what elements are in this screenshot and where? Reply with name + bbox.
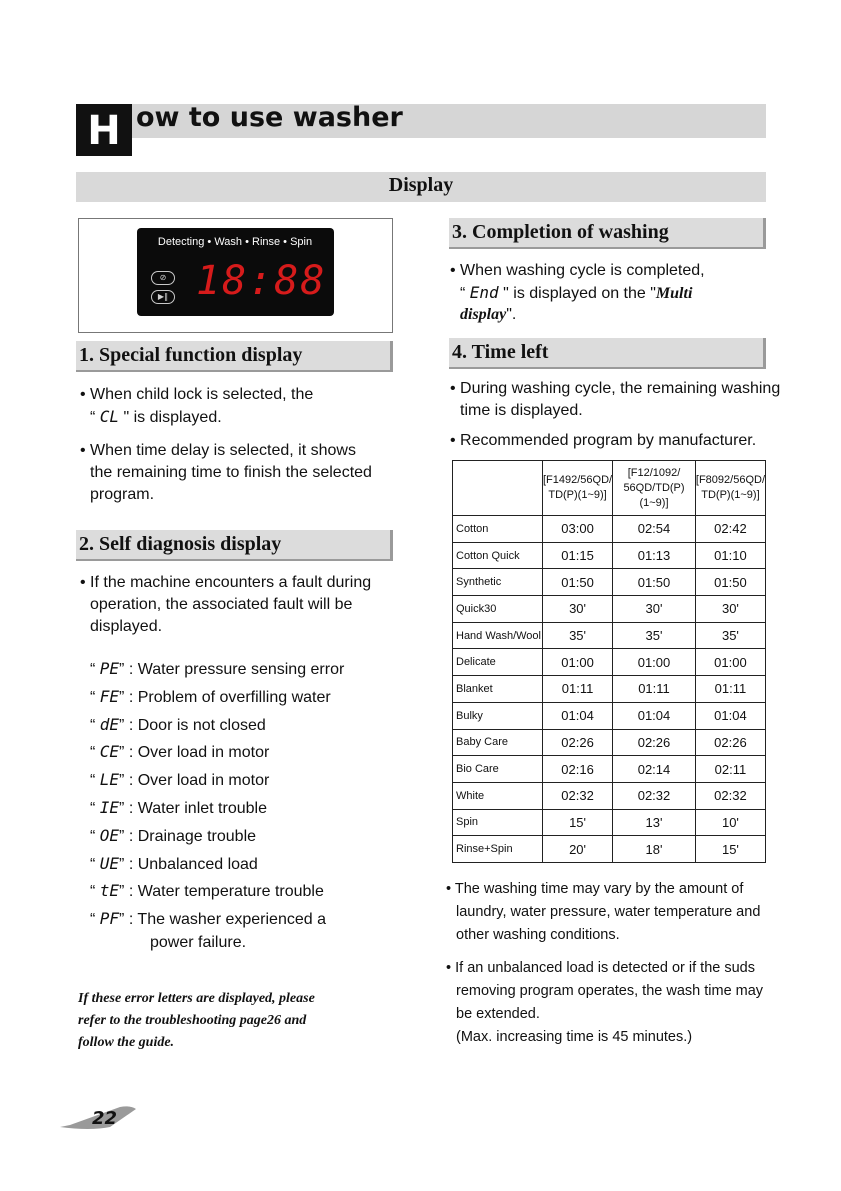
time-note-line: • If an unbalanced load is detected or if the suds [446, 960, 755, 976]
table-row [453, 702, 766, 729]
sec2-bullet-line2: operation, the associated fault will be [90, 596, 353, 613]
model-line2: TD(P)(1~9)] [548, 489, 607, 501]
program-time: 02:26 [543, 729, 613, 756]
error-description: : Drainage trouble [128, 827, 257, 845]
error-code: tE [99, 881, 120, 901]
error-description: : Over load in motor [128, 772, 270, 790]
time-note-line: (Max. increasing time is 45 minutes.) [456, 1029, 693, 1045]
section-1-title: 1. Special function display [76, 341, 393, 372]
table-row [453, 809, 766, 836]
program-time: 01:50 [695, 569, 765, 596]
program-time: 01:04 [695, 702, 765, 729]
error-row: “ PE” : Water pressure sensing error [90, 659, 345, 678]
program-time: 13' [613, 809, 696, 836]
program-time: 30' [543, 596, 613, 623]
program-time: 01:00 [695, 649, 765, 676]
sec1-bullet1-tail: " is displayed. [123, 409, 222, 426]
program-time: 01:11 [543, 676, 613, 703]
table-row [453, 782, 766, 809]
panel-stage-labels: Detecting • Wash • Rinse • Spin [157, 236, 313, 248]
program-time: 02:26 [695, 729, 765, 756]
error-description: : Unbalanced load [128, 855, 258, 873]
program-time: 15' [695, 836, 765, 863]
error-code: IE [99, 798, 120, 817]
program-time: 02:26 [613, 729, 696, 756]
header-letter: H [87, 108, 121, 154]
error-description: : Water pressure sensing error [128, 661, 345, 678]
program-time: 01:04 [613, 702, 696, 729]
display-word: display [460, 306, 507, 323]
time-note-line: be extended. [456, 1006, 540, 1022]
sec1-bullet1-line2: “ CL " is displayed. [90, 407, 222, 426]
sec1-bullet1-line1: • When child lock is selected, the [80, 386, 314, 403]
program-name: Hand Wash/Wool [453, 622, 543, 649]
pf-continuation: power failure. [150, 934, 247, 951]
program-time: 02:32 [695, 782, 765, 809]
program-name: Cotton Quick [453, 542, 543, 569]
section-3-title: 3. Completion of washing [449, 218, 766, 249]
section-title: Display [388, 174, 454, 196]
sec2-bullet-line3: displayed. [90, 618, 163, 635]
error-description: : Door is not closed [128, 716, 266, 734]
program-time: 01:04 [543, 702, 613, 729]
table-header-row [453, 461, 766, 516]
error-code: PF [99, 909, 120, 929]
program-name: Bio Care [453, 756, 543, 783]
program-time: 02:42 [695, 516, 765, 543]
program-name: Synthetic [453, 569, 543, 596]
program-name: Delicate [453, 649, 543, 676]
error-row: “ LE” : Over load in motor [90, 770, 270, 790]
program-time: 02:16 [543, 756, 613, 783]
section-4-title: 4. Time left [449, 338, 766, 369]
model-line1: [F8092/56QD/ [695, 474, 765, 486]
table-row [453, 596, 766, 623]
program-time: 02:54 [613, 516, 696, 543]
error-row: “ dE” : Door is not closed [90, 714, 266, 734]
note-line3: follow the guide. [78, 1035, 175, 1050]
error-code: FE [99, 686, 120, 706]
program-time: 35' [613, 622, 696, 649]
program-time: 02:11 [695, 756, 765, 783]
error-description: : Water temperature trouble [128, 883, 324, 901]
program-name: Quick30 [453, 596, 543, 623]
program-name: Cotton [453, 516, 543, 543]
table-row [453, 569, 766, 596]
program-time: 30' [695, 596, 765, 623]
program-time: 10' [695, 809, 765, 836]
program-name: White [453, 782, 543, 809]
table-row [453, 676, 766, 703]
page-title: ow to use washer [136, 102, 403, 133]
program-name: Bulky [453, 702, 543, 729]
section-2-title: 2. Self diagnosis display [76, 530, 393, 561]
program-time: 02:32 [543, 782, 613, 809]
error-code: CE [99, 742, 120, 762]
program-time: 01:11 [695, 676, 765, 703]
table-header-cell [695, 461, 765, 516]
table-header-cell [543, 461, 613, 516]
error-code: dE [99, 714, 120, 734]
program-name: Spin [453, 809, 543, 836]
note-line2: refer to the troubleshooting page26 and [78, 1013, 307, 1028]
table-header-cell [613, 461, 696, 516]
error-row: “ tE” : Water temperature trouble [90, 881, 324, 901]
table-row [453, 622, 766, 649]
error-description: : Over load in motor [128, 744, 270, 762]
error-description: : Water inlet trouble [128, 800, 267, 817]
table-row [453, 729, 766, 756]
panel-digits: 18:88 [196, 258, 327, 304]
model-line1: [F12/1092/ [627, 466, 681, 479]
sec4-bullet2: • Recommended program by manufacturer. [450, 432, 757, 449]
table-row [453, 756, 766, 783]
child-lock-icon: ⊘ [151, 271, 175, 285]
end-code: End [469, 283, 499, 302]
program-time-table [452, 460, 766, 863]
program-time: 01:10 [695, 542, 765, 569]
program-time: 18' [613, 836, 696, 863]
error-row: “ CE” : Over load in motor [90, 742, 270, 762]
program-time: 01:13 [613, 542, 696, 569]
sec4-bullet1-line2: time is displayed. [460, 402, 583, 419]
table-row [453, 516, 766, 543]
table-row [453, 836, 766, 863]
child-lock-code: CL [99, 407, 120, 426]
error-row: “ IE” : Water inlet trouble [90, 798, 267, 817]
sec1-bullet2-line3: program. [90, 486, 155, 503]
error-code: PE [99, 659, 120, 678]
error-code: OE [99, 825, 120, 845]
program-time: 35' [543, 622, 613, 649]
program-time: 02:32 [613, 782, 696, 809]
program-name: Baby Care [453, 729, 543, 756]
table-row [453, 649, 766, 676]
sec1-bullet2-line1: • When time delay is selected, it shows [80, 442, 356, 459]
error-row: “ OE” : Drainage trouble [90, 825, 257, 845]
sec4-bullet1-line1: • During washing cycle, the remaining washing [450, 380, 781, 397]
error-description: : The washer experienced a [128, 911, 326, 929]
program-time: 03:00 [543, 516, 613, 543]
program-time: 01:50 [543, 569, 613, 596]
program-time: 15' [543, 809, 613, 836]
model-line2: TD(P)(1~9)] [701, 489, 760, 501]
program-time: 01:00 [543, 649, 613, 676]
note-line1: If these error letters are displayed, please [78, 991, 315, 1006]
program-name: Blanket [453, 676, 543, 703]
sec2-bullet-line1: • If the machine encounters a fault during [80, 574, 372, 591]
program-time: 01:50 [613, 569, 696, 596]
time-note-line: removing program operates, the wash time may [456, 983, 764, 999]
time-note-line: laundry, water pressure, water temperature and [456, 904, 761, 920]
sec1-bullet2-line2: the remaining time to finish the selected [90, 464, 372, 481]
program-time: 02:14 [613, 756, 696, 783]
program-time: 30' [613, 596, 696, 623]
sec3-line3-tail: ". [506, 306, 517, 323]
program-time: 20' [543, 836, 613, 863]
sec3-line3 [460, 304, 516, 326]
error-code: UE [99, 853, 120, 873]
time-note-line: other washing conditions. [456, 927, 620, 943]
program-time: 01:15 [543, 542, 613, 569]
error-row: “ UE” : Unbalanced load [90, 853, 258, 873]
sec3-line1: • When washing cycle is completed, [450, 262, 705, 279]
error-row: “ FE” : Problem of overfilling water [90, 686, 331, 706]
table-row [453, 542, 766, 569]
table-header-blank [453, 461, 543, 516]
error-row: “ PF” : The washer experienced a [90, 909, 326, 929]
model-line1: [F1492/56QD/ [543, 474, 613, 486]
program-time: 01:11 [613, 676, 696, 703]
program-time: 35' [695, 622, 765, 649]
start-pause-icon: ▶‖ [151, 290, 175, 304]
page-number: 22 [92, 1108, 118, 1129]
multi-word: Multi [655, 285, 693, 302]
error-description: : Problem of overfilling water [128, 688, 331, 706]
error-code: LE [99, 770, 120, 790]
program-name: Rinse+Spin [453, 836, 543, 863]
time-note-line: • The washing time may vary by the amount of [446, 881, 744, 897]
program-time: 01:00 [613, 649, 696, 676]
sec3-line2: “ End " is displayed on the "Multi [460, 283, 693, 302]
model-line2: 56QD/TD(P)(1~9)] [623, 481, 685, 509]
sec3-line2-tail: " is displayed on the " [503, 285, 656, 302]
